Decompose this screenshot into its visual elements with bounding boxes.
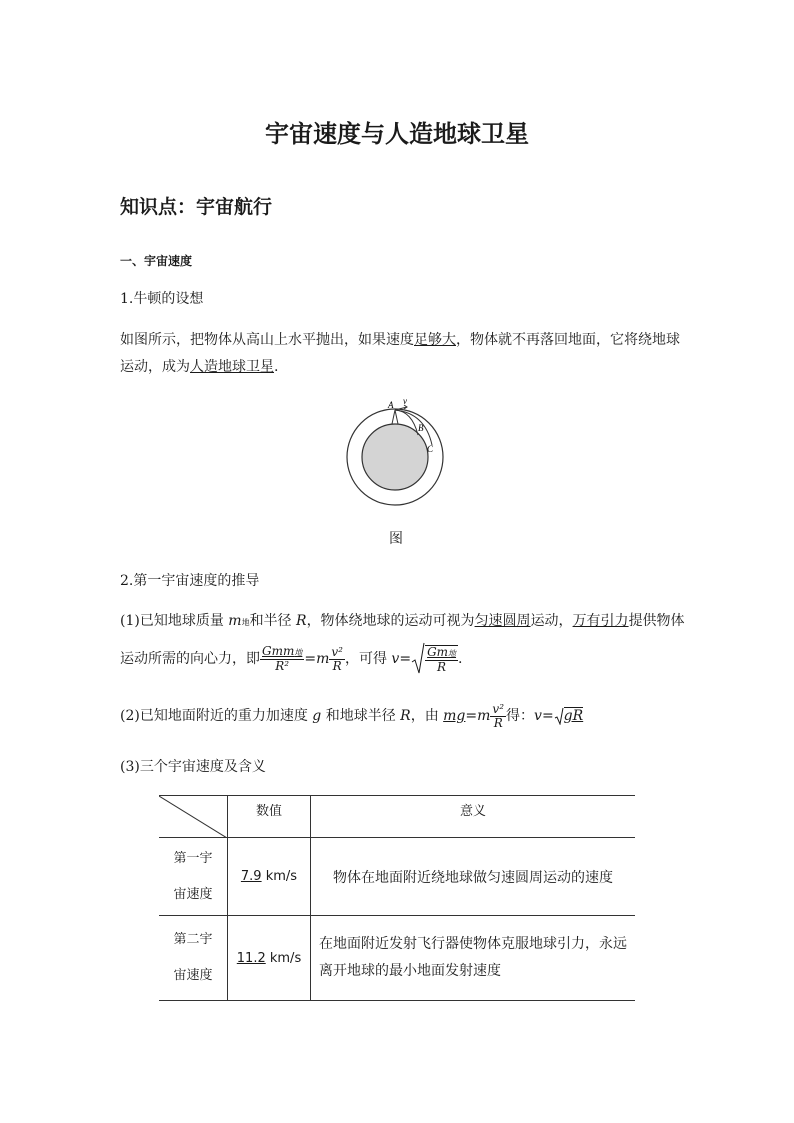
mountain-shape — [392, 410, 398, 424]
row-name: 第二宇 宙速度 — [173, 932, 213, 983]
label-v: v — [403, 396, 407, 406]
sqrt-gm-over-r: $\frac{\text{Gm地}}{R}$ — [411, 641, 458, 677]
item1-line2: 运动，成为人造地球卫星. — [120, 359, 279, 375]
page-title: 宇宙速度与人造地球卫星 — [265, 120, 529, 148]
blank-gravitation: 万有引力 — [572, 613, 629, 629]
sqrt-gr: gR — [554, 698, 584, 734]
formula-centripetal-fraction: $\frac{\text{v²}}{R}$ — [331, 644, 343, 673]
item2-p2: (2)已知地面附近的重力加速度 g 和地球半径 R，由 mg=m $\frac{\text{v²}}{R}$ 得：v= gR — [120, 698, 583, 734]
row-value: 7.9 km/s — [228, 838, 311, 916]
label-a: A — [388, 400, 394, 410]
header-value: 数值 — [228, 796, 311, 838]
subsection-heading: 一、宇宙速度 — [120, 254, 193, 268]
row-name: 第一宇 宙速度 — [173, 850, 213, 902]
blank-satellite: 人造地球卫星 — [190, 359, 274, 375]
row-value: 11.2 km/s — [228, 916, 311, 1001]
cosmic-velocity-table — [159, 795, 635, 1002]
blank-enough-speed: 足够大 — [414, 332, 456, 348]
figure-caption: 图 — [389, 531, 403, 547]
formula-p2-fraction: $\frac{\text{v²}}{R}$ — [492, 701, 505, 730]
blank-uniform-circular: 匀速圆周 — [474, 613, 531, 629]
header-meaning: 意义 — [311, 796, 636, 838]
table-corner-cell — [159, 796, 228, 838]
row-meaning: 在地面附近发射飞行器使物体克服地球引力，永远 离开地球的最小地面发射速度 — [311, 916, 636, 1001]
table-row — [159, 916, 635, 1001]
label-c: C — [427, 444, 434, 454]
item1-heading: 1.牛顿的设想 — [120, 291, 204, 307]
label-b: B — [418, 423, 424, 433]
item1-line1: 如图所示，把物体从高山上水平抛出，如果速度足够大，物体就不再落回地面，它将绕地球 — [120, 332, 680, 348]
diagonal-line — [159, 796, 227, 838]
item2-p3: (3)三个宇宙速度及含义 — [120, 759, 266, 775]
item2-p1-line1: (1)已知地球质量 m地和半径 R，物体绕地球的运动可视为匀速圆周运动，万有引力提供物体 — [120, 613, 685, 629]
section-heading: 知识点：宇宙航行 — [120, 196, 273, 218]
item2-p1-line2: 运动所需的向心力，即 $\frac{\text{Gmm地}}{\text{R²}}$ =m $\frac{\text{v²}}{R}$ ，可得 v= $\frac{\text{Gm地}}{R}$ . — [120, 641, 462, 677]
item2-heading: 2.第一宇宙速度的推导 — [120, 573, 260, 589]
formula-gravity-fraction: $\frac{\text{Gmm地}}{\text{R²}}$ — [262, 644, 303, 673]
newton-cannon-figure — [340, 395, 450, 515]
table-row — [159, 838, 635, 916]
row-meaning: 物体在地面附近绕地球做匀速圆周运动的速度 — [311, 838, 636, 916]
